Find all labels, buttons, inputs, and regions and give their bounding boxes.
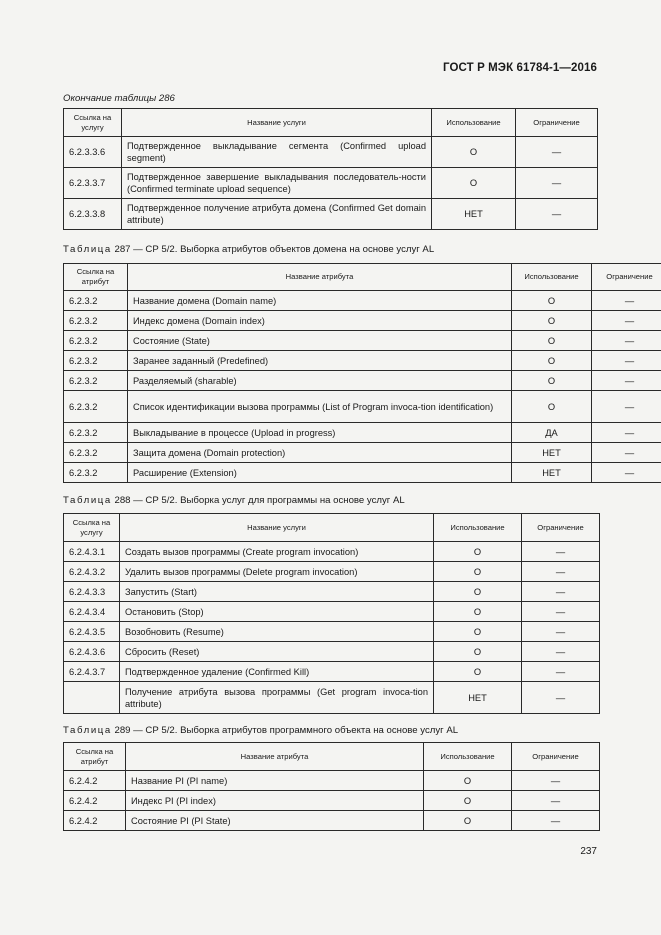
name-cell: Удалить вызов программы (Delete program invocation): [120, 562, 434, 582]
table-row: [64, 351, 661, 371]
table-row: [64, 371, 661, 391]
table-header-row: [64, 743, 600, 771]
name-cell: Подтвержденное удаление (Confirmed Kill): [120, 662, 434, 682]
column-header: Ссылка на атрибут: [64, 743, 126, 771]
usage-cell: O: [434, 662, 522, 682]
constraint-cell: —: [592, 331, 661, 351]
table-286: [63, 108, 598, 230]
table-289: [63, 742, 600, 831]
table-288-title: 288 — СР 5/2. Выборка услуг для программы на основе услуг AL: [111, 495, 405, 506]
usage-cell: НЕТ: [434, 682, 522, 714]
usage-cell: ДА: [512, 423, 592, 443]
usage-cell: O: [434, 582, 522, 602]
constraint-cell: —: [592, 291, 661, 311]
table-288-caption: [63, 495, 405, 506]
reference-cell: 6.2.4.3.3: [64, 582, 120, 602]
reference-cell: 6.2.3.3.8: [64, 199, 122, 230]
usage-cell: НЕТ: [432, 199, 516, 230]
table-row: [64, 168, 598, 199]
table-row: [64, 811, 600, 831]
name-cell: Расширение (Extension): [128, 463, 512, 483]
name-cell: Возобновить (Resume): [120, 622, 434, 642]
name-cell: Название домена (Domain name): [128, 291, 512, 311]
reference-cell: 6.2.3.2: [64, 351, 128, 371]
table-row: [64, 463, 661, 483]
name-cell: Запустить (Start): [120, 582, 434, 602]
table-row: [64, 562, 600, 582]
reference-cell: [64, 682, 120, 714]
constraint-cell: —: [522, 542, 600, 562]
column-header: Использование: [424, 743, 512, 771]
reference-cell: 6.2.3.2: [64, 423, 128, 443]
reference-cell: 6.2.4.2: [64, 791, 126, 811]
table-287-caption: [63, 244, 434, 255]
constraint-cell: —: [522, 602, 600, 622]
reference-cell: 6.2.3.2: [64, 371, 128, 391]
table-286-caption: Окончание таблицы 286: [63, 93, 175, 104]
table-row: [64, 331, 661, 351]
name-cell: Подтвержденное выкладывание сегмента (Confirmed upload segment): [122, 137, 432, 168]
reference-cell: 6.2.3.2: [64, 463, 128, 483]
table-row: [64, 443, 661, 463]
table-287: [63, 263, 661, 483]
constraint-cell: —: [592, 371, 661, 391]
usage-cell: O: [512, 371, 592, 391]
name-cell: Индекс домена (Domain index): [128, 311, 512, 331]
reference-cell: 6.2.3.3.6: [64, 137, 122, 168]
table-287-title: 287 — СР 5/2. Выборка атрибутов объектов домена на основе услуг AL: [111, 244, 435, 255]
reference-cell: 6.2.4.3.6: [64, 642, 120, 662]
name-cell: Индекс PI (PI index): [126, 791, 424, 811]
constraint-cell: —: [592, 443, 661, 463]
table-row: [64, 642, 600, 662]
usage-cell: НЕТ: [512, 463, 592, 483]
usage-cell: O: [434, 642, 522, 662]
constraint-cell: —: [522, 562, 600, 582]
name-cell: Создать вызов программы (Create program invocation): [120, 542, 434, 562]
usage-cell: O: [434, 622, 522, 642]
page-number: 237: [580, 846, 597, 857]
column-header: Ограничение: [522, 514, 600, 542]
constraint-cell: —: [512, 791, 600, 811]
reference-cell: 6.2.4.2: [64, 811, 126, 831]
column-header: Название атрибута: [128, 264, 512, 291]
constraint-cell: —: [592, 351, 661, 371]
usage-cell: O: [424, 791, 512, 811]
table-header-row: [64, 264, 661, 291]
usage-cell: O: [432, 137, 516, 168]
reference-cell: 6.2.3.2: [64, 443, 128, 463]
table-row: [64, 291, 661, 311]
reference-cell: 6.2.4.2: [64, 771, 126, 791]
name-cell: Подтвержденное получение атрибута домена (Confirmed Get domain attribute): [122, 199, 432, 230]
constraint-cell: —: [592, 463, 661, 483]
constraint-cell: —: [512, 771, 600, 791]
column-header: Использование: [432, 109, 516, 137]
table-row: [64, 391, 661, 423]
constraint-cell: —: [522, 622, 600, 642]
constraint-cell: —: [522, 582, 600, 602]
constraint-cell: —: [592, 391, 661, 423]
usage-cell: НЕТ: [512, 443, 592, 463]
constraint-cell: —: [516, 137, 598, 168]
table-row: [64, 199, 598, 230]
table-header-row: [64, 109, 598, 137]
name-cell: Список идентификации вызова программы (List of Program invoca-tion identification): [128, 391, 512, 423]
name-cell: Разделяемый (sharable): [128, 371, 512, 391]
column-header: Использование: [512, 264, 592, 291]
table-row: [64, 662, 600, 682]
name-cell: Защита домена (Domain protection): [128, 443, 512, 463]
standard-header: ГОСТ Р МЭК 61784-1—2016: [443, 62, 597, 74]
name-cell: Сбросить (Reset): [120, 642, 434, 662]
table-287-label: Таблица: [63, 244, 112, 255]
table-289-caption: [63, 725, 458, 736]
usage-cell: O: [434, 562, 522, 582]
table-header-row: [64, 514, 600, 542]
constraint-cell: —: [592, 311, 661, 331]
constraint-cell: —: [522, 642, 600, 662]
column-header: Использование: [434, 514, 522, 542]
column-header: Название услуги: [122, 109, 432, 137]
reference-cell: 6.2.3.3.7: [64, 168, 122, 199]
table-289-title: 289 — СР 5/2. Выборка атрибутов программного объекта на основе услуг AL: [111, 725, 459, 736]
reference-cell: 6.2.4.3.4: [64, 602, 120, 622]
reference-cell: 6.2.4.3.5: [64, 622, 120, 642]
constraint-cell: —: [522, 682, 600, 714]
name-cell: Состояние (State): [128, 331, 512, 351]
reference-cell: 6.2.4.3.7: [64, 662, 120, 682]
column-header: Название атрибута: [126, 743, 424, 771]
constraint-cell: —: [516, 168, 598, 199]
usage-cell: O: [434, 602, 522, 622]
usage-cell: O: [512, 331, 592, 351]
name-cell: Состояние PI (PI State): [126, 811, 424, 831]
column-header: Ссылка на услугу: [64, 109, 122, 137]
column-header: Ссылка на услугу: [64, 514, 120, 542]
constraint-cell: —: [512, 811, 600, 831]
usage-cell: O: [424, 771, 512, 791]
reference-cell: 6.2.3.2: [64, 391, 128, 423]
column-header: Ссылка на атрибут: [64, 264, 128, 291]
usage-cell: O: [512, 391, 592, 423]
name-cell: Получение атрибута вызова программы (Get program invoca-tion attribute): [120, 682, 434, 714]
usage-cell: O: [512, 311, 592, 331]
constraint-cell: —: [592, 423, 661, 443]
table-288: [63, 513, 600, 714]
constraint-cell: —: [516, 199, 598, 230]
constraint-cell: —: [522, 662, 600, 682]
usage-cell: O: [432, 168, 516, 199]
name-cell: Подтвержденное завершение выкладывания последователь-ности (Confirmed terminate upload sequence): [122, 168, 432, 199]
reference-cell: 6.2.3.2: [64, 331, 128, 351]
table-row: [64, 791, 600, 811]
reference-cell: 6.2.3.2: [64, 291, 128, 311]
table-row: [64, 682, 600, 714]
table-row: [64, 622, 600, 642]
column-header: Ограничение: [512, 743, 600, 771]
column-header: Название услуги: [120, 514, 434, 542]
table-row: [64, 423, 661, 443]
name-cell: Остановить (Stop): [120, 602, 434, 622]
table-row: [64, 582, 600, 602]
usage-cell: O: [512, 351, 592, 371]
table-289-label: Таблица: [63, 725, 112, 736]
column-header: Ограничение: [516, 109, 598, 137]
usage-cell: O: [434, 542, 522, 562]
reference-cell: 6.2.4.3.1: [64, 542, 120, 562]
name-cell: Название PI (PI name): [126, 771, 424, 791]
reference-cell: 6.2.4.3.2: [64, 562, 120, 582]
table-row: [64, 602, 600, 622]
table-row: [64, 137, 598, 168]
column-header: Ограничение: [592, 264, 661, 291]
usage-cell: O: [424, 811, 512, 831]
table-288-label: Таблица: [63, 495, 112, 506]
usage-cell: O: [512, 291, 592, 311]
table-row: [64, 771, 600, 791]
name-cell: Заранее заданный (Predefined): [128, 351, 512, 371]
reference-cell: 6.2.3.2: [64, 311, 128, 331]
table-row: [64, 542, 600, 562]
name-cell: Выкладывание в процессе (Upload in progress): [128, 423, 512, 443]
table-row: [64, 311, 661, 331]
